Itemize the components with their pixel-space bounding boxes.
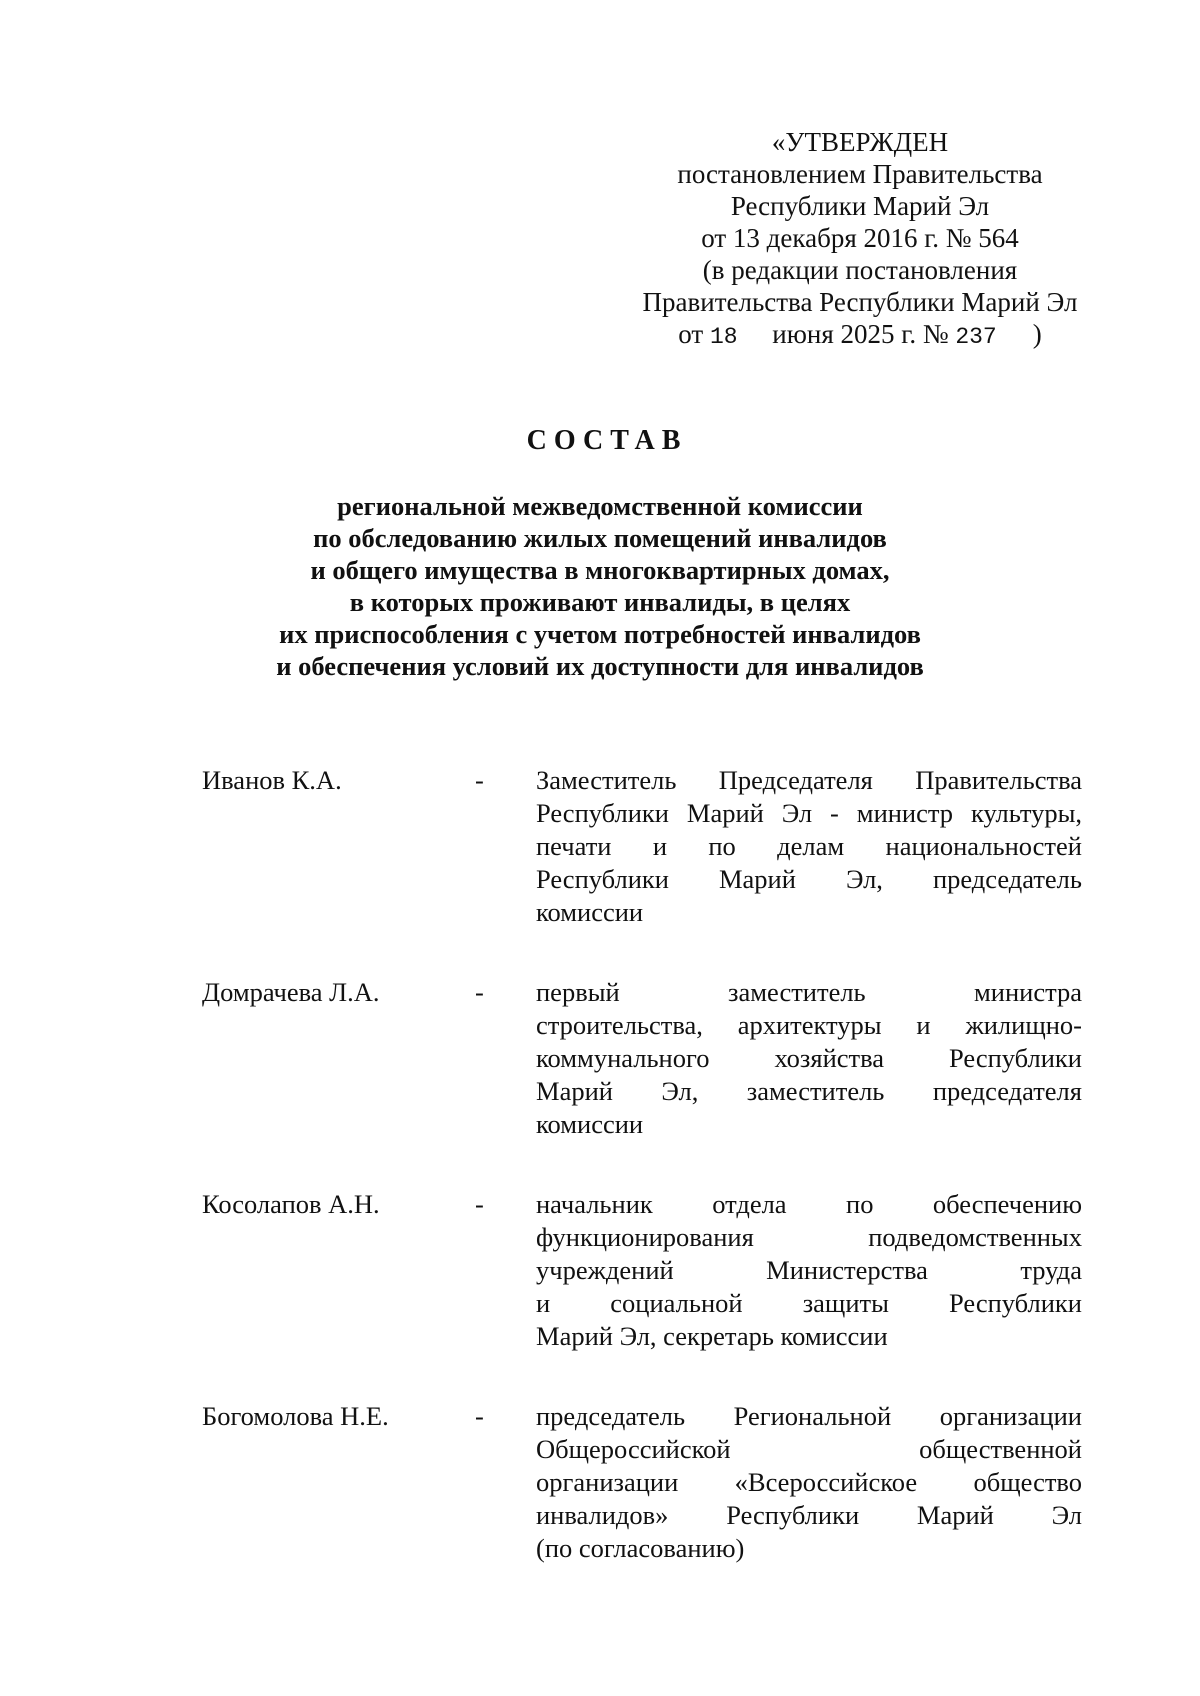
role-line: коммунального хозяйства Республики [536, 1043, 1082, 1073]
member-role [536, 1400, 1082, 1565]
role-line: председатель Региональной организации [536, 1401, 1082, 1431]
subtitle-line: региональной межведомственной комиссии [337, 491, 863, 521]
role-line: учреждений Министерства труда [536, 1255, 1082, 1285]
member-dash: - [475, 1401, 484, 1431]
member-name: Иванов К.А. [202, 765, 342, 795]
approval-number: 237 [955, 324, 997, 350]
member-row [202, 976, 1082, 1188]
subtitle-line: их приспособления с учетом потребностей инвалидов [279, 619, 921, 649]
role-line: строительства, архитектуры и жилищно- [536, 1010, 1082, 1040]
approval-heading: «УТВЕРЖДЕН [771, 127, 949, 157]
role-line: Республики Марий Эл, председатель [536, 864, 1082, 894]
role-line: Республики Марий Эл - министр культуры, [536, 798, 1082, 828]
approval-date-suffix: ) [1032, 319, 1042, 349]
approval-line-6: Правительства Республики Марий Эл [642, 287, 1078, 317]
approval-day: 18 [709, 324, 738, 350]
approval-line-5: (в редакции постановления [702, 255, 1018, 285]
subtitle-line: в которых проживают инвалиды, в целях [349, 587, 851, 617]
subtitle-line: по обследованию жилых помещений инвалидов [313, 523, 887, 553]
approval-line-3: Республики Марий Эл [730, 191, 990, 221]
role-line: Марий Эл, заместитель председателя [536, 1076, 1082, 1106]
member-row [202, 764, 1082, 976]
role-line: организации «Всероссийское общество [536, 1467, 1082, 1497]
role-line: инвалидов» Республики Марий Эл [536, 1500, 1082, 1530]
member-row [202, 1188, 1082, 1400]
role-line: функционирования подведомственных [536, 1222, 1082, 1252]
role-line: комиссии [536, 1109, 644, 1139]
member-dash: - [475, 1189, 484, 1219]
member-dash: - [475, 977, 484, 1007]
member-name: Косолапов А.Н. [202, 1189, 380, 1219]
approval-date-middle: июня 2025 г. № [772, 319, 949, 349]
member-name: Домрачева Л.А. [202, 977, 380, 1007]
subtitle-line: и общего имущества в многоквартирных домах, [310, 555, 890, 585]
role-line: комиссии [536, 897, 644, 927]
role-line: печати и по делам национальностей [536, 831, 1082, 861]
member-role [536, 1188, 1082, 1353]
approval-line-4: от 13 декабря 2016 г. № 564 [701, 223, 1019, 253]
approval-stamp-block [600, 126, 1120, 353]
role-line: начальник отдела по обеспечению [536, 1189, 1082, 1219]
role-line: Заместитель Председателя Правительства [536, 765, 1082, 795]
approval-line-7 [600, 318, 1120, 353]
document-subtitle [200, 490, 1000, 682]
role-line: и социальной защиты Республики [536, 1288, 1082, 1318]
member-dash: - [475, 765, 484, 795]
approval-date-prefix: от [678, 319, 704, 349]
member-list [202, 764, 1082, 1612]
approval-line-2: постановлением Правительства [677, 159, 1043, 189]
subtitle-line: и обеспечения условий их доступности для инвалидов [276, 651, 924, 681]
role-line: Общероссийской общественной [536, 1434, 1082, 1464]
role-line: первый заместитель министра [536, 977, 1082, 1007]
member-role [536, 976, 1082, 1141]
role-line: Марий Эл, секретарь комиссии [536, 1321, 888, 1351]
role-line: (по согласованию) [536, 1533, 745, 1563]
member-row [202, 1400, 1082, 1612]
document-title: СОСТАВ [526, 425, 688, 456]
member-name: Богомолова Н.Е. [202, 1401, 389, 1431]
member-role [536, 764, 1082, 929]
